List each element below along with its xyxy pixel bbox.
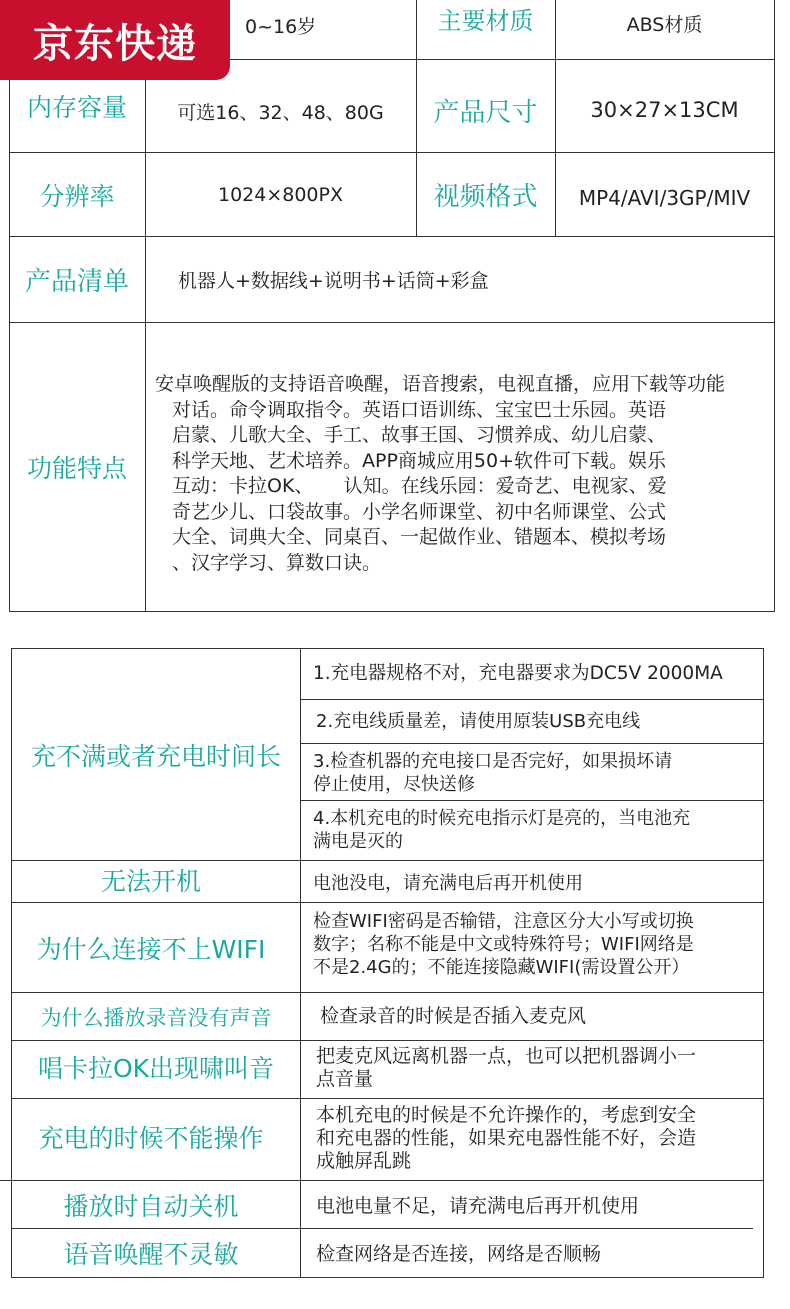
faq-answer: 本机充电的时候是不允许操作的，考虑到安全 和充电器的性能，如果充电器性能不好，会造 成触屏乱跳 — [316, 1104, 697, 1172]
charge-item: 3.检查机器的充电接口是否完好，如果损坏请 停止使用，尽快送修 — [313, 751, 673, 795]
charge-item: 4.本机充电的时候充电指示灯是亮的，当电池充 满电是灭的 — [313, 808, 691, 852]
faq-answer: 电池没电，请充满电后再开机使用 — [313, 873, 583, 894]
resolution-label: 分辨率 — [39, 181, 115, 211]
features-text — [155, 372, 770, 576]
feature-line: 大全、词典大全、同桌百、一起做作业、错题本、模拟考场 — [172, 526, 667, 548]
faq-answer: 检查网络是否连接，网络是否顺畅 — [316, 1243, 602, 1265]
faq-question: 唱卡拉OK出现啸叫音 — [37, 1054, 275, 1083]
faq-question: 充电的时候不能操作 — [38, 1124, 264, 1153]
package-list-label: 产品清单 — [24, 267, 129, 297]
material-value: ABS材质 — [626, 13, 703, 36]
size-label: 产品尺寸 — [433, 97, 538, 128]
jd-express-badge: 京东快递 — [0, 0, 230, 80]
faq-answer: 把麦克风远离机器一点，也可以把机器调小一 点音量 — [316, 1045, 697, 1090]
faq-answer: 检查WIFI密码是否输错，注意区分大小写或切换 数字；名称不能是中文或特殊符号；WIFI网络是 不是2.4G的；不能连接隐藏WIFI(需设置公开） — [313, 911, 694, 978]
faq-answer: 检查录音的时候是否插入麦克风 — [320, 1005, 587, 1027]
feature-line: 奇艺少儿、口袋故事。小学名师课堂、初中名师课堂、公式 — [172, 500, 667, 523]
charge-issue-label: 充不满或者充电时间长 — [30, 741, 281, 771]
age-range-value: 0~16岁 — [245, 15, 317, 38]
feature-line: 科学天地、艺术培养。APP商城应用50+软件可下载。娱乐 — [172, 449, 667, 472]
resolution-value: 1024×800PX — [217, 183, 343, 206]
charge-item: 2.充电线质量差，请使用原装USB充电线 — [316, 711, 641, 732]
faq-question: 为什么播放录音没有声音 — [40, 1005, 272, 1030]
feature-line: 互动：卡拉OK、 认知。在线乐园：爱奇艺、电视家、爱 — [172, 475, 667, 497]
memory-label: 内存容量 — [26, 93, 127, 122]
feature-line: 对话。命令调取指令。英语口语训练、宝宝巴士乐园。英语 — [172, 398, 667, 421]
feature-line: 安卓唤醒版的支持语音唤醒，语音搜索，电视直播，应用下载等功能 — [155, 373, 726, 395]
faq-question: 语音唤醒不灵敏 — [63, 1240, 239, 1269]
charge-item: 1.充电器规格不对，充电器要求为DC5V 2000MA — [313, 663, 723, 684]
features-label: 功能特点 — [26, 454, 127, 483]
package-list-value: 机器人+数据线+说明书+话筒+彩盒 — [178, 270, 489, 292]
size-value: 30×27×13CM — [590, 98, 739, 122]
memory-value: 可选16、32、48、80G — [177, 101, 384, 124]
video-format-label: 视频格式 — [433, 182, 538, 212]
faq-question: 为什么连接不上WIFI — [36, 934, 266, 964]
faq-question: 无法开机 — [100, 867, 201, 896]
video-format-value: MP4/AVI/3GP/MIV — [578, 186, 751, 210]
feature-line: 启蒙、儿歌大全、手工、故事王国、习惯养成、幼儿启蒙、 — [172, 424, 667, 446]
feature-line: 、汉字学习、算数口诀。 — [172, 551, 382, 574]
faq-answer: 电池电量不足，请充满电后再开机使用 — [316, 1195, 640, 1217]
material-label: 主要材质 — [437, 6, 534, 35]
faq-question: 播放时自动关机 — [63, 1191, 239, 1221]
